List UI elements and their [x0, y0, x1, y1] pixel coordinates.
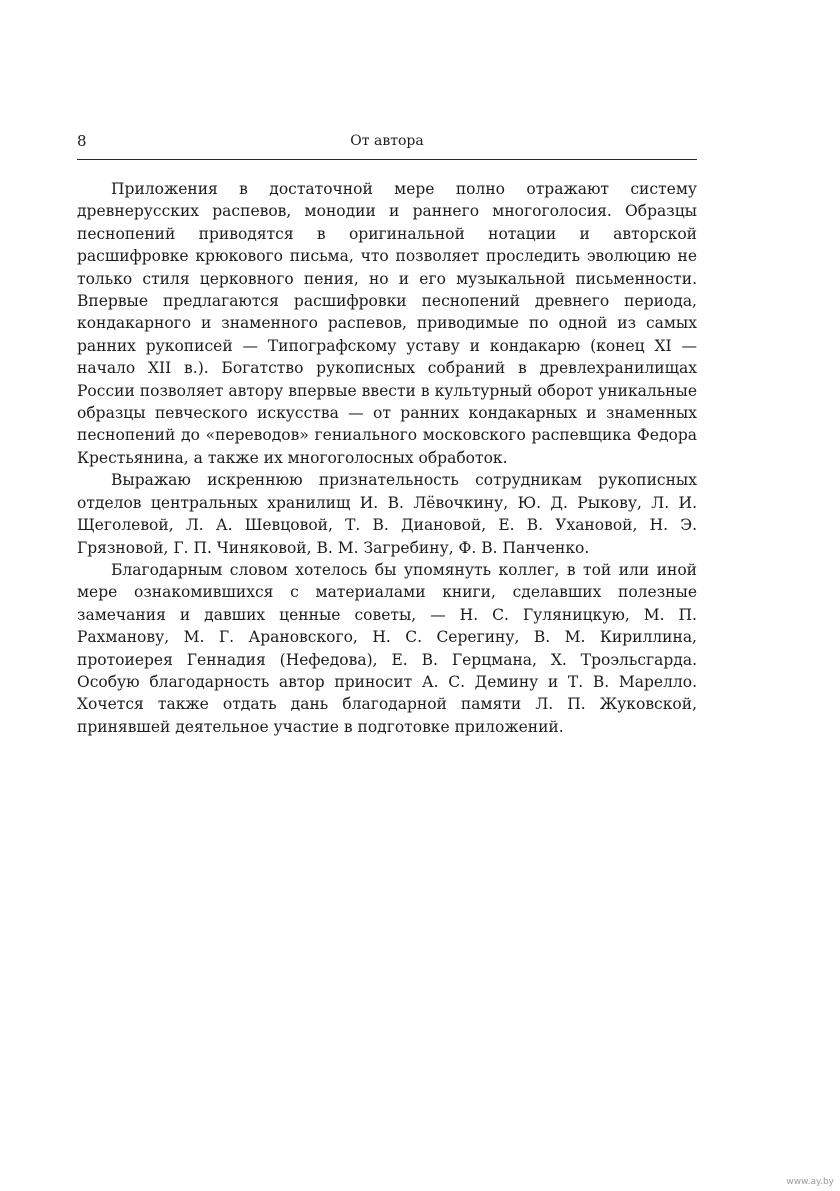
paragraph-appendices: Приложения в достаточной мере полно отражают систему древнерусских распевов, монодии и раннего многоголосия. Образцы песнопений приводятся в оригинальной нотации и авторской расшифровке крюкового письма, что позволяет проследить эволюцию не только стиля церковного пения, но и его музыкальной письменности. Впервые предлагаются расшифровки песнопений древнего периода, кондакарного и знаменного распевов, приводимые по одной из самых ранних рукописей — Типографскому уставу и кондакарю (конец XI — начало XII в.). Богатство рукописных собраний в древлехранилищах России позволяет автору впервые ввести в культурный оборот уникальные образцы певческого искусства — от ранних кондакарных и знаменных песнопений до «переводов» гениального московского распевщика Федора Крестьянина, а также их многоголосных обработок. — [77, 180, 697, 467]
paragraph-acknowledgments-colleagues: Благодарным словом хотелось бы упомянуть коллег, в той или иной мере ознакомившихся с материалами книги, сделавших полезные замечания и давших ценные советы, — Н. С. Гуляницкую, М. П. Рахманову, М. Г. Арановского, Н. С. Серегину, В. М. Кириллина, протоиерея Геннадия (Нефедова), Е. В. Герцмана, Х. Троэльсгарда. Особую благодарность автор приносит А. С. Демину и Т. В. Марелло. Хочется также отдать дань благодарной памяти Л. П. Жуковской, принявшей деятельное участие в подготовке приложений. — [77, 560, 697, 736]
paragraph-acknowledgments-archives: Выражаю искреннюю признательность сотрудникам рукописных отделов центральных хранилищ И. В. Лёвочкину, Ю. Д. Рыкову, Л. И. Щеголевой, Л. А. Шевцовой, Т. В. Диановой, Е. В. Ухановой, Н. Э. Грязновой, Г. П. Чиняковой, В. М. Загребину, Ф. В. Панченко. — [77, 471, 697, 557]
running-title: От автора — [350, 133, 424, 149]
body-text — [77, 178, 697, 738]
watermark: www.ay.by — [786, 1177, 834, 1187]
header-rule — [77, 159, 697, 160]
running-head — [77, 131, 697, 151]
page-number: 8 — [77, 132, 87, 150]
